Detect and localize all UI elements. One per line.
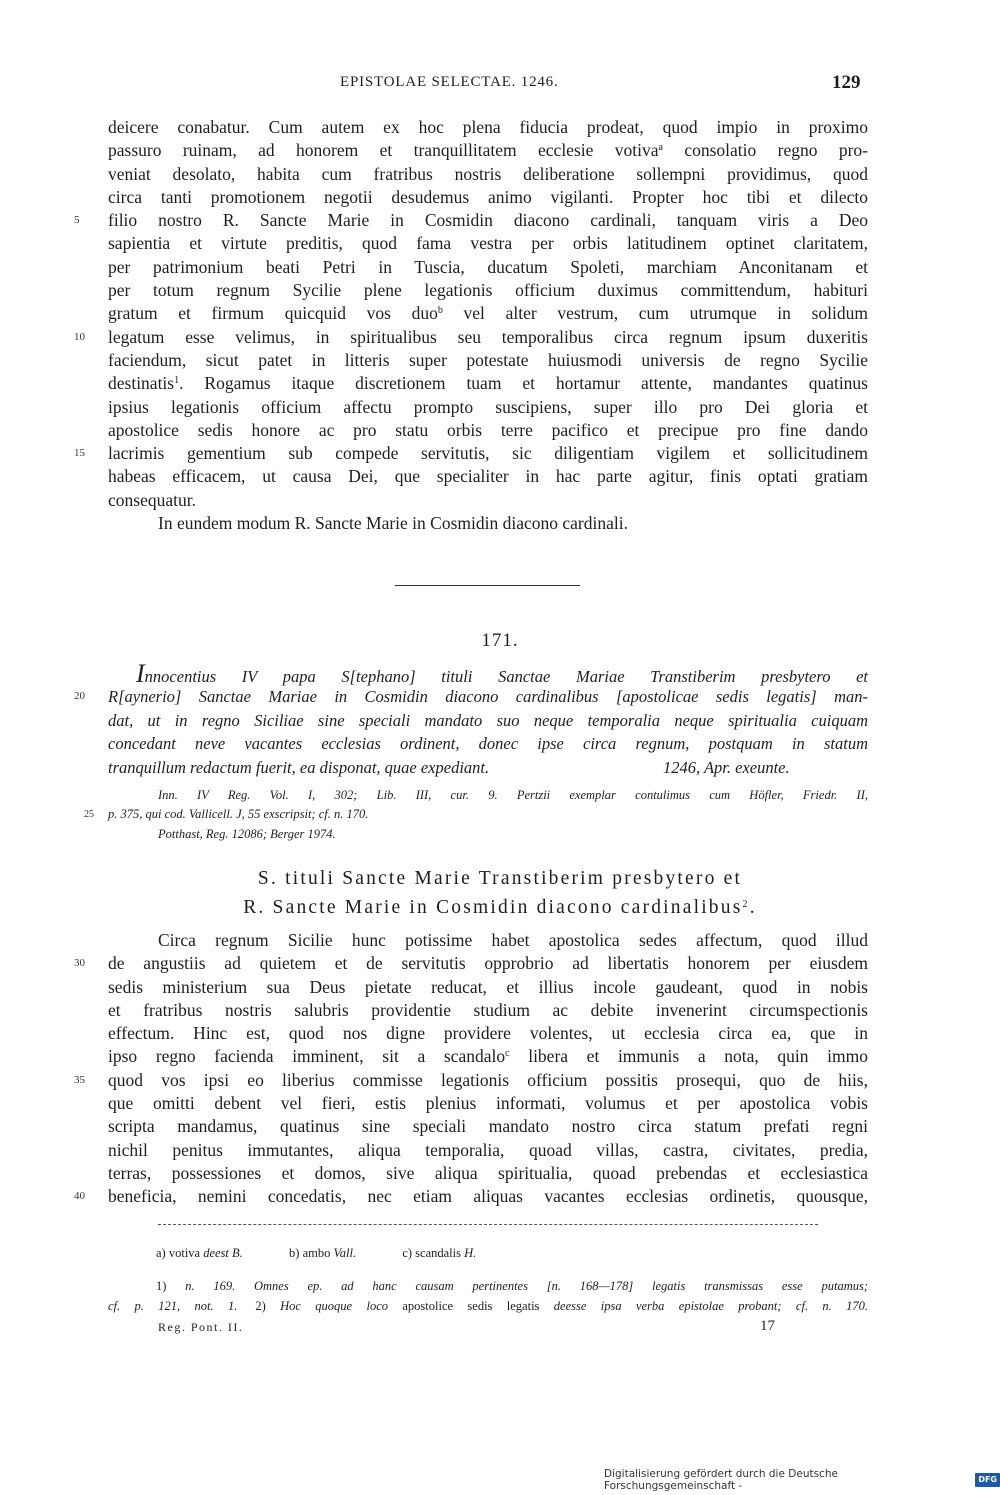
running-head: [0, 72, 1000, 100]
text-line: gratum et firmum quicquid vos duo$^b$ vel alter vestrum, cum utrumque in solidum: [108, 303, 868, 324]
text-line: scripta mandamus, quatinus sine speciali mandato nostro circa statum prefati regni: [108, 1116, 868, 1137]
text-line: sapientia et virtute preditis, quod fama vestra per orbis latitudinem optinet claritatem,: [108, 233, 868, 254]
text-line: circa tanti promotionem negotii desudemus animo vigilanti. Propter hoc tibi et dilecto: [108, 186, 868, 207]
line-number: 25: [84, 809, 94, 821]
text-line: consequatur.: [108, 489, 196, 510]
footnote-rule: [158, 1224, 818, 1225]
dfg-logo: DFG: [975, 1473, 1000, 1487]
source-notes: [84, 786, 868, 844]
letter-170-body: [74, 116, 868, 535]
digitization-note: [604, 1468, 1000, 1492]
address-line-2: R. Sancte Marie in Cosmidin diacono cardinalibus$^2$.: [243, 897, 757, 918]
regest-line: dat, ut in regno Siciliae sine speciali mandato suo neque temporalia neque spiritualia cuiquam: [108, 710, 868, 730]
apparatus-mark: c: [505, 1048, 510, 1060]
text-line: 10 legatum esse velimus, in spiritualibus seu temporalibus circa regnum ipsum duxeritis: [108, 326, 868, 349]
apparatus-c: c) scandalis H.: [402, 1246, 477, 1260]
dropcap: I: [136, 659, 145, 688]
letter-171-body: [74, 929, 868, 1209]
text-line: destinatis$^1$. Rogamus itaque discretionem tuam et hortamur attente, mandantes quatinus: [108, 373, 868, 394]
apparatus-b: b) ambo Vall.: [289, 1246, 357, 1260]
regest-line: Innocentius IV papa S[tephano] tituli Sanctae Mariae Transtiberim presbytero et: [136, 659, 868, 688]
text-line: deicere conabatur. Cum autem ex hoc plena fiducia prodeat, quod impio in proximo: [108, 117, 868, 137]
footnote-2: 2) Hoc quoque loco apostolice sedis legatis deesse ipsa verba epistolae probant; cf. n. 170.: [255, 1299, 869, 1313]
source-line: Inn. IV Reg. Vol. I, 302; Lib. III, cur. 9. Pertzii exemplar contulimus cum Höfler, Friedr. II,: [158, 788, 868, 802]
line-number: 30: [74, 957, 85, 970]
line-number: 15: [74, 447, 85, 460]
page-number: 129: [832, 72, 861, 93]
text-line: habeas efficacem, ut causa Dei, que specialiter in hac parte agitur, finis optati gratiam: [108, 466, 868, 487]
footnote-1: 1) n. 169. Omnes ep. ad hanc causam pertinentes [n. 168—178] legatis transmissas esse putamus;: [156, 1279, 868, 1293]
regest: [74, 659, 868, 779]
text-line: per totum regnum Sycilie plene legationis officium duximus committendum, habituri: [108, 280, 868, 301]
signature-label: Reg. Pont. II.: [158, 1320, 244, 1334]
text-line: terras, possessiones et domos, sive aliqua spiritualia, quoad prebendas et ecclesiastica: [108, 1162, 868, 1183]
apparatus-mark: a: [658, 142, 663, 154]
signature-number: 17: [760, 1318, 775, 1334]
text-line: apostolice sedis honore ac pro statu orbis terre pacifico et precipue pro fine dando: [108, 419, 868, 440]
line-number: 20: [74, 690, 85, 703]
footnote-1-cont: cf. p. 121, not. 1. 2) Hoc quoque loco apostolice sedis legatis deesse ipsa verba epistolae probant; cf. n. 170.: [108, 1299, 869, 1313]
digitization-text: Digitalisierung gefördert durch die Deutsche Forschungsgemeinschaft -: [604, 1468, 838, 1492]
text-line: sedis ministerium sua Deus pietate reducat, et illius incole gaudeant, quod in nobis: [108, 976, 868, 997]
text-line: que omitti debent vel fieri, estis plenius informati, volumus et per apostolica vobis: [108, 1093, 868, 1114]
text-line: nichil penitus immutantes, aliqua temporalia, quoad villas, castra, civitates, predia,: [108, 1139, 868, 1160]
source-line: Potthast, Reg. 12086; Berger 1974.: [158, 826, 336, 841]
letter-separator: [395, 585, 580, 586]
regest-line: tranquillum redactum fuerit, ea disponat, quae expediant. 1246, Apr. exeunte.: [108, 756, 868, 779]
apparatus-mark: b: [437, 305, 443, 317]
apparatus-a: a) votiva deest B.: [156, 1246, 243, 1260]
text-line: 40 beneficia, nemini concedatis, nec etiam aliquas vacantes ecclesias ordinetis, quousque,: [108, 1185, 868, 1208]
text-line: 30 de angustiis ad quietem et de servitutis opprobrio ad libertatis honorem per eiusdem: [108, 952, 868, 975]
line-number: 10: [74, 330, 85, 343]
in-eundem-modum: In eundem modum R. Sancte Marie in Cosmidin diacono cardinali.: [158, 513, 628, 534]
commentary-notes: [108, 1276, 868, 1316]
line-number: 5: [74, 214, 80, 227]
text-line: faciendum, sicut patet in litteris super potestate huiusmodi universis de regno Sycilie: [108, 349, 868, 370]
footnote-mark: 2: [742, 899, 750, 910]
line-number: 40: [74, 1190, 85, 1203]
text-line: ipsius legationis officium affectu prompto suscipiens, super illo pro Dei gloria et: [108, 396, 868, 417]
text-line: veniat desolato, habita cum fratribus nostris deliberatione sollempni providimus, quod: [108, 163, 868, 184]
regest-line: concedant neve vacantes ecclesias ordinent, donec ipse circa regnum, postquam in statum: [108, 734, 868, 754]
regest-line: 20 R[aynerio] Sanctae Mariae in Cosmidin diacono cardinalibus [apostolicae sedis legatis] man-: [108, 685, 868, 708]
text-line: ipso regno facienda imminent, sit a scandalo$^c$ libera et immunis a nota, quin immo: [108, 1046, 868, 1067]
text-line: per patrimonium beati Petri in Tuscia, ducatum Spoleti, marchiam Anconitanam et: [108, 256, 868, 277]
footnote-mark: 1: [174, 375, 180, 387]
text-line: passuro ruinam, ad honorem et tranquillitatem ecclesie votiva$^a$ consolatio regno pro-: [108, 140, 868, 161]
apparatus-notes: [108, 1243, 868, 1263]
text-line: 5 filio nostro R. Sancte Marie in Cosmidin diacono cardinali, tanquam viris a Deo: [108, 209, 868, 232]
text-line: 35 quod vos ipsi eo liberius commisse legationis officium possitis prosequi, quo de hiis,: [108, 1069, 868, 1092]
running-head-title: EPISTOLAE SELECTAE. 1246.: [340, 74, 559, 90]
text-line: 15 lacrimis gementium sub compede servitutis, sic diligentiam vigilem et sollicitudinem: [108, 442, 868, 465]
letter-number: 171.: [481, 630, 519, 651]
regest-date: 1246, Apr. exeunte.: [663, 757, 790, 777]
text-line: Circa regnum Sicilie hunc potissime habet apostolica sedes affectum, quod illud: [158, 930, 868, 950]
apparatus-line: [108, 1243, 868, 1263]
address-line-1: S. tituli Sancte Marie Transtiberim presbytero et: [257, 868, 743, 889]
source-line: 25 p. 375, qui cod. Vallicell. J, 55 exscripsit; cf. n. 170.: [108, 805, 868, 824]
text-line: et fratribus nostris salubris providentie studium ac debite invenerint circumspectionis: [108, 999, 868, 1020]
text-line: effectum. Hinc est, quod nos digne providere volentes, ut ecclesia circa ea, que in: [108, 1023, 868, 1044]
line-number: 35: [74, 1073, 85, 1086]
